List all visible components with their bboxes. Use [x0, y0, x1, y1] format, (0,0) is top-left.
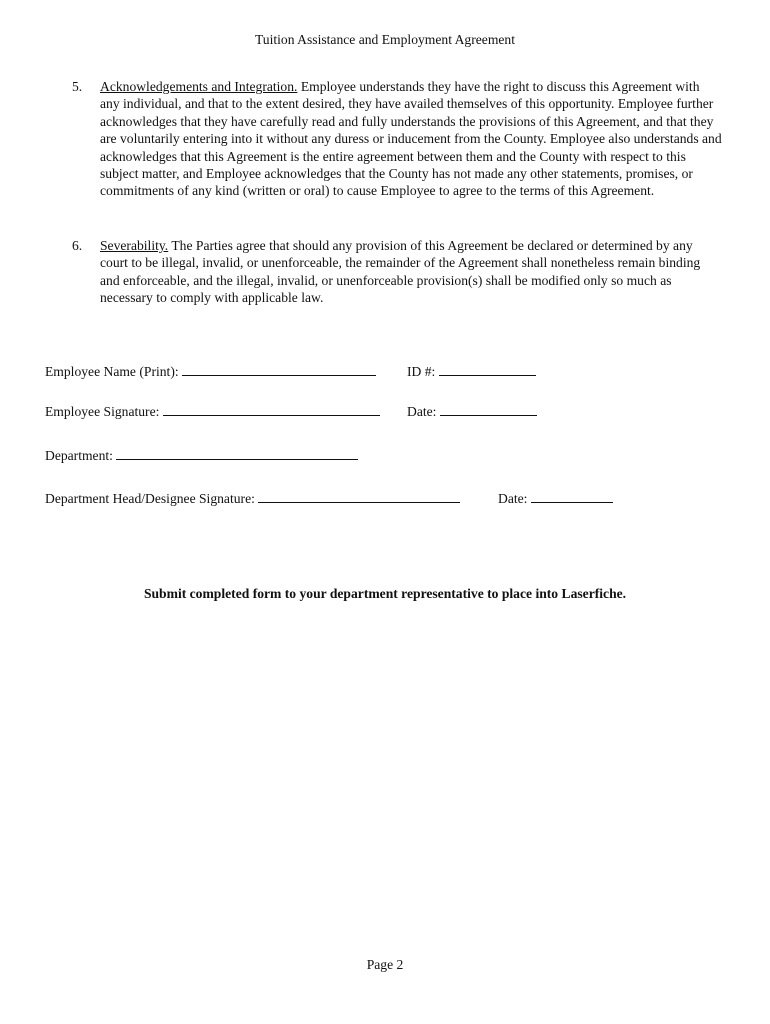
date-field[interactable] — [440, 402, 537, 416]
department-label: Department: — [45, 448, 113, 463]
section-text — [100, 78, 722, 200]
id-field[interactable] — [439, 362, 536, 376]
submit-instructions: Submit completed form to your department representative to place into Laserfiche. — [143, 586, 627, 601]
section-number: 6. — [72, 238, 83, 253]
section-number: 5. — [72, 79, 83, 94]
employee-name-row — [45, 362, 376, 380]
date2-row — [498, 489, 613, 507]
id-row — [407, 362, 536, 380]
section-heading: Severability. — [100, 238, 169, 253]
employee-signature-label: Employee Signature: — [45, 404, 160, 419]
section-body: The Parties agree that should any provision of this Agreement be declared or determined by any court to be illegal, invalid, or unenforceable, the remainder of the Agreement shall nonetheless remain binding and enforceable, and the illegal, invalid, or unenforceable provision(s) shall be modified only so much as necessary to comply with applicable law. — [100, 238, 701, 306]
section-heading: Acknowledgements and Integration. — [100, 79, 298, 94]
date-label: Date: — [407, 404, 437, 419]
id-label: ID #: — [407, 364, 436, 379]
document-title: Tuition Assistance and Employment Agreement — [254, 32, 516, 47]
dept-head-signature-row — [45, 489, 460, 507]
dept-head-signature-field[interactable] — [258, 489, 460, 503]
date-row — [407, 402, 537, 420]
section-acknowledgements — [72, 78, 722, 200]
page-number: Page 2 — [366, 957, 404, 972]
section-body: Employee understands they have the right to discuss this Agreement with any individual, and that to the extent desired, they have availed themselves of this opportunity. Employee further acknowledges that they have carefully read and fully understands the provisions of this Agreement, and that they are voluntarily entering into it without any duress or inducement from the County. Employee also understands and acknowledges that this Agreement is the entire agreement between them and the County with respect to this subject matter, and Employee acknowledges that the County has not made any other statements, promises, or commitments of any kind (written or oral) to cause Employee to agree to the terms of this Agreement. — [100, 79, 722, 199]
dept-head-signature-label: Department Head/Designee Signature: — [45, 491, 255, 506]
employee-name-field[interactable] — [182, 362, 376, 376]
date2-field[interactable] — [531, 489, 613, 503]
department-field[interactable] — [116, 446, 358, 460]
employee-name-label: Employee Name (Print): — [45, 364, 179, 379]
section-text — [100, 237, 722, 307]
date2-label: Date: — [498, 491, 528, 506]
department-row — [45, 446, 358, 464]
employee-signature-row — [45, 402, 380, 420]
employee-signature-field[interactable] — [163, 402, 380, 416]
section-severability — [72, 237, 722, 307]
